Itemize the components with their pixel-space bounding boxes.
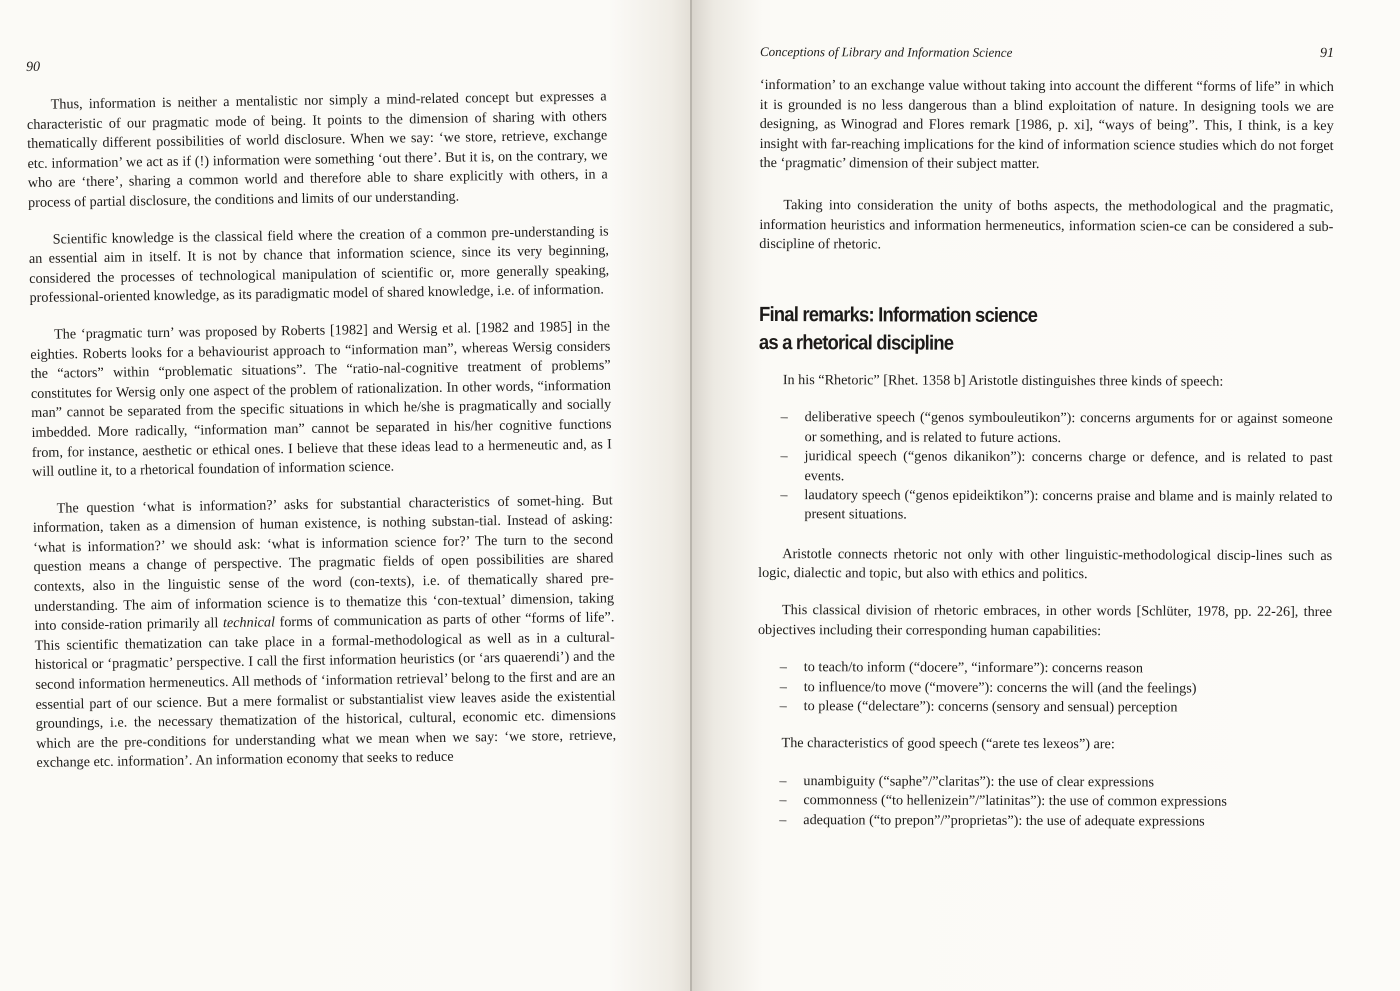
good-speech-list	[757, 772, 1331, 832]
paragraph-aristotle-connects: Aristotle connects rhetoric not only with other linguistic-methodological discip-lines such as logic, dialectic and topic, but also with ethics and politics.	[758, 545, 1333, 583]
list-item: – deliberative speech (“genos symbouleutikon”): concerns arguments for or against someone or something, and is related to future actions.	[759, 408, 1333, 449]
list-item: – to influence/to move (“movere”): concerns the will (and the feelings)	[758, 678, 1332, 699]
right-page	[692, 0, 1400, 991]
left-page-body	[26, 51, 617, 774]
heading-line-2: as a rhetorical discipline	[758, 330, 954, 355]
paragraph-exchange-value: ‘information’ to an exchange value without taking into account the different “forms of life” in which it is grounded is no less dangerous than a blind exploitation of nature. In designing tools we are designing, as Winograd and Flores remark [1986, p. xi], “ways of being”. This, I think, is a key insight with far-reaching implications for the kind of information science studies which do not forget the ‘pragmatic’ dimension of their subject matter.	[759, 76, 1334, 173]
paragraph-aristotle-rhetoric: In his “Rhetoric” [Rhet. 1358 b] Aristotle distinguishes three kinds of speech:	[782, 371, 1224, 390]
paragraph-text-after: forms of communication as parts of other “forms of life”. This scientific thematization can take place in a formal-methodological as well as in a cultural-historical or ‘pragmatic’ perspective. I call the first information heuristics (or ‘ars quaerendi’) and the second information hermeneutics. All methods of ‘information retrieval’ belong to the first and are an essential part of our science. But a mere formalist or substantialist view leaves aside the existential groundings, i.e. the necessary thematization of the historical, cultural, economic etc. dimensions which are the pre-conditions for understanding what we mean when we say: ‘we store, retrieve, exchange etc. information’. An information economy that seeks to reduce	[34, 609, 617, 772]
objectives-list	[758, 658, 1332, 718]
paragraph-text-before: The question ‘what is information?’ asks for substantial characteristics of somet-hing. But information, taken as a dimension of human existence, is nothing substan-tial. Instead of asking: ‘what is information?’ we should ask: ‘what is information science for?’ The turn to the second question means a change of perspective. The pragmatic fields of open possibilities are shared contexts, also in the linguistic sense of the word (con-texts), i.e. of thematically shared pre-understanding. The aim of information science is to thematize this ‘con-textual’ dimension, taking into conside-ration primarily all	[32, 492, 615, 635]
list-item: – commonness (“to hellenizein”/”latinitas”): the use of common expressions	[757, 791, 1331, 812]
heading-line-1: Final remarks: Information science	[759, 302, 1038, 327]
page-number-left: 90	[26, 59, 41, 75]
list-item: – juridical speech (“genos dikanikon”): concerns charge or defence, and is related to past events.	[758, 447, 1332, 488]
section-heading	[759, 301, 1276, 359]
running-head	[760, 44, 1334, 62]
paragraph-what-is-information	[33, 491, 617, 774]
italic-word-technical: technical	[222, 614, 276, 632]
list-item: – to please (“delectare”): concerns (sensory and sensual) perception	[758, 697, 1332, 718]
paragraph-scientific-knowledge: Scientific knowledge is the classical field where the creation of a common pre-understanding is an essential aim in itself. It is not by chance that information science, since its very beginning, considered the processes of technological manipulation of scientific or, more generally speaking, professional-oriented knowledge, as its paradigmatic model of shared knowledge, i.e. of information.	[28, 222, 610, 307]
kinds-of-speech-list	[758, 408, 1332, 526]
list-item: – unambiguity (“saphe”/”claritas”): the use of clear expressions	[757, 772, 1331, 793]
paragraph-information-concept: Thus, information is neither a mentalistic nor simply a mind-related concept but expresses a characteristic of our pragmatic mode of being. It points to the dimension of sharing with others thematically different possibilities of world disclosure. When we say: ‘we store, retrieve, exchange etc. information’ we act as if (!) information were something ‘out there’. But it is, on the contrary, we who are ‘there’, sharing a common world and therefore able to share explicitly with others, in a process of partial disclosure, the conditions and limits of our understanding.	[26, 88, 608, 211]
list-item: – to teach/to inform (“docere”, “informare”): concerns reason	[758, 658, 1332, 679]
left-page	[0, 0, 692, 991]
page-number-right: 91	[1319, 45, 1334, 62]
running-head-title: Conceptions of Library and Information Science	[759, 44, 1013, 60]
list-item: – adequation (“to prepon”/”proprietas”): the use of adequate expressions	[757, 811, 1331, 832]
paragraph-unity-of-aspects: Taking into consideration the unity of boths aspects, the methodological and the pragmatic, information heuristics and information hermeneutics, information scien-ce can be considered a sub-discipline of rhetoric.	[759, 197, 1334, 253]
list-item: – laudatory speech (“genos epideiktikon”): concerns praise and blame and is mainly related to present situations.	[758, 486, 1332, 527]
paragraph-pragmatic-turn: The ‘pragmatic turn’ was proposed by Roberts [1982] and Wersig et al. [1982 and 1985] in the eighties. Roberts looks for a behaviourist approach to “information man”, whereas Wersig considers the “actors” within “problematic situations”. The “ratio-nal-cognitive treatment of problems” constitutes for Wersig only one aspect of the problem of rationalization. In other words, “information man” cannot be separated from the specific situations in which he/she is pragmatically and socially imbedded. More radically, “information man” cannot be separated in his/her cognitive functions from, for instance, aesthetic or ethical ones. I believe that these ideas lead to a hermeneutic and, as I will outline it, to a rhetorical foundation of information science.	[30, 318, 612, 481]
paragraph-good-speech: The characteristics of good speech (“arete tes lexeos”) are:	[781, 735, 1115, 753]
right-page-body	[757, 44, 1334, 832]
paragraph-classical-division: This classical division of rhetoric embraces, in other words [Schlüter, 1978, pp. 22-26], three objectives including their corresponding human capabilities:	[757, 602, 1333, 639]
